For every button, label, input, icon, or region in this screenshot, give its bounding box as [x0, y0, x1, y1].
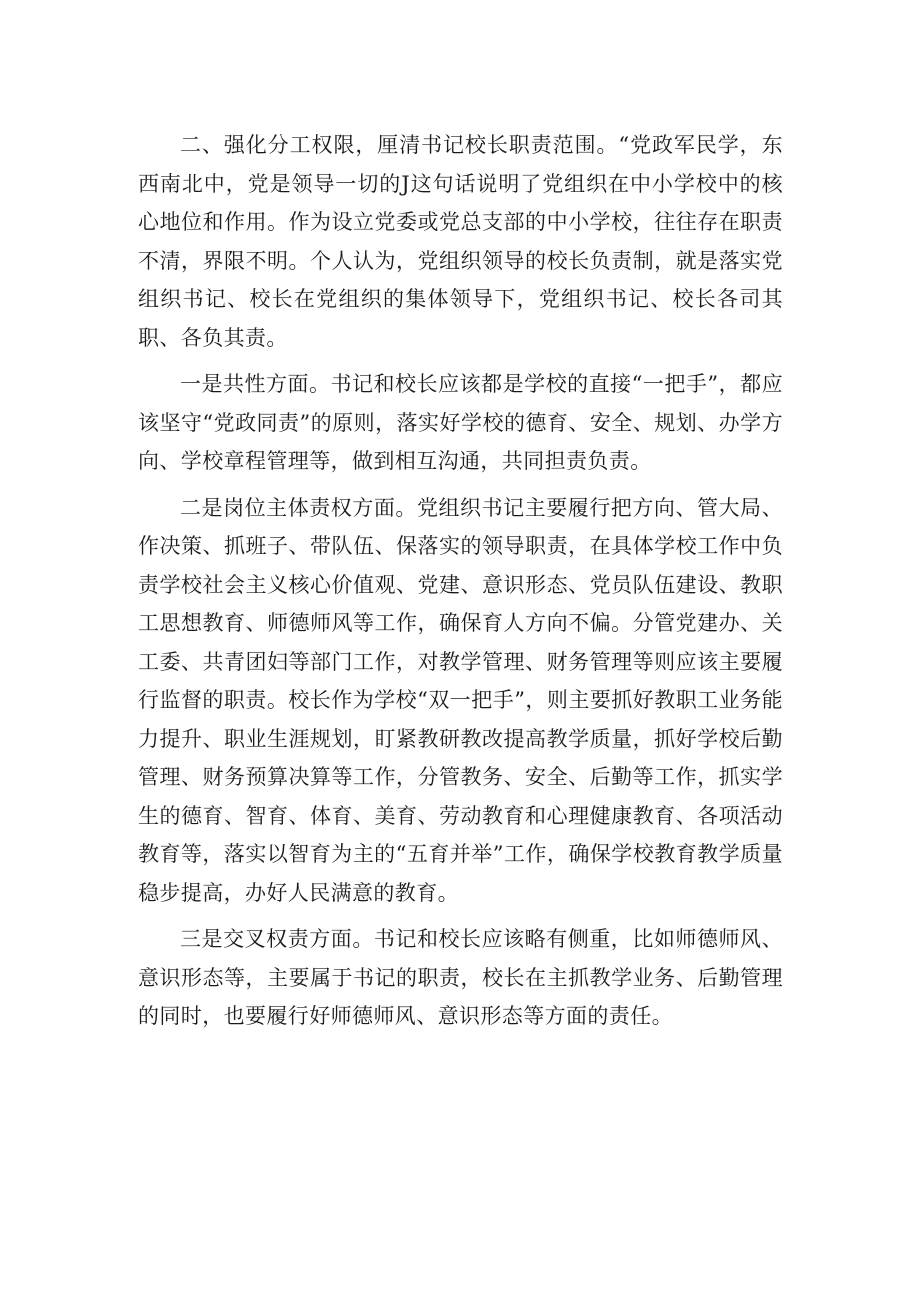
paragraph-division-of-duties: 二、强化分工权限，厘清书记校长职责范围。“党政军民学，东西南北中，党是领导一切的J这句话说明了党组织在中小学校中的核心地位和作用。作为设立党委或党总支部的中小学校，往往存在职责不清，界限不明。个人认为，党组织领导的校长负责制，就是落实党组织书记、校长在党组织的集体领导下，党组织书记、校长各司其职、各负其责。	[138, 133, 783, 350]
paragraph-common-aspects: 一是共性方面。书记和校长应该都是学校的直接“一把手”，都应该坚守“党政同责”的原则，落实好学校的德育、安全、规划、办学方向、学校章程管理等，做到相互沟通，共同担责负责。	[138, 372, 783, 473]
document-body	[138, 126, 783, 1044]
paragraph-cross-responsibilities: 三是交叉权责方面。书记和校长应该略有侧重，比如师德师风、意识形态等，主要属于书记的职责，校长在主抓教学业务、后勤管理的同时，也要履行好师德师风、意识形态等方面的责任。	[138, 927, 783, 1028]
paragraph-position-responsibilities: 二是岗位主体责权方面。党组织书记主要履行把方向、管大局、作决策、抓班子、带队伍、保落实的领导职责，在具体学校工作中负责学校社会主义核心价值观、党建、意识形态、党员队伍建设、教职工思想教育、师德师风等工作，确保育人方向不偏。分管党建办、关工委、共青团妇等部门工作，对教学管理、财务管理等则应该主要履行监督的职责。校长作为学校“双一把手”，则主要抓好教职工业务能力提升、职业生涯规划，盯紧教研教改提高教学质量，抓好学校后勤管理、财务预算决算等工作，分管教务、安全、后勤等工作，抓实学生的德育、智育、体育、美育、劳动教育和心理健康教育、各项活动教育等，落实以智育为主的“五育并举”工作，确保学校教育教学质量稳步提高，办好人民满意的教育。	[138, 495, 783, 905]
